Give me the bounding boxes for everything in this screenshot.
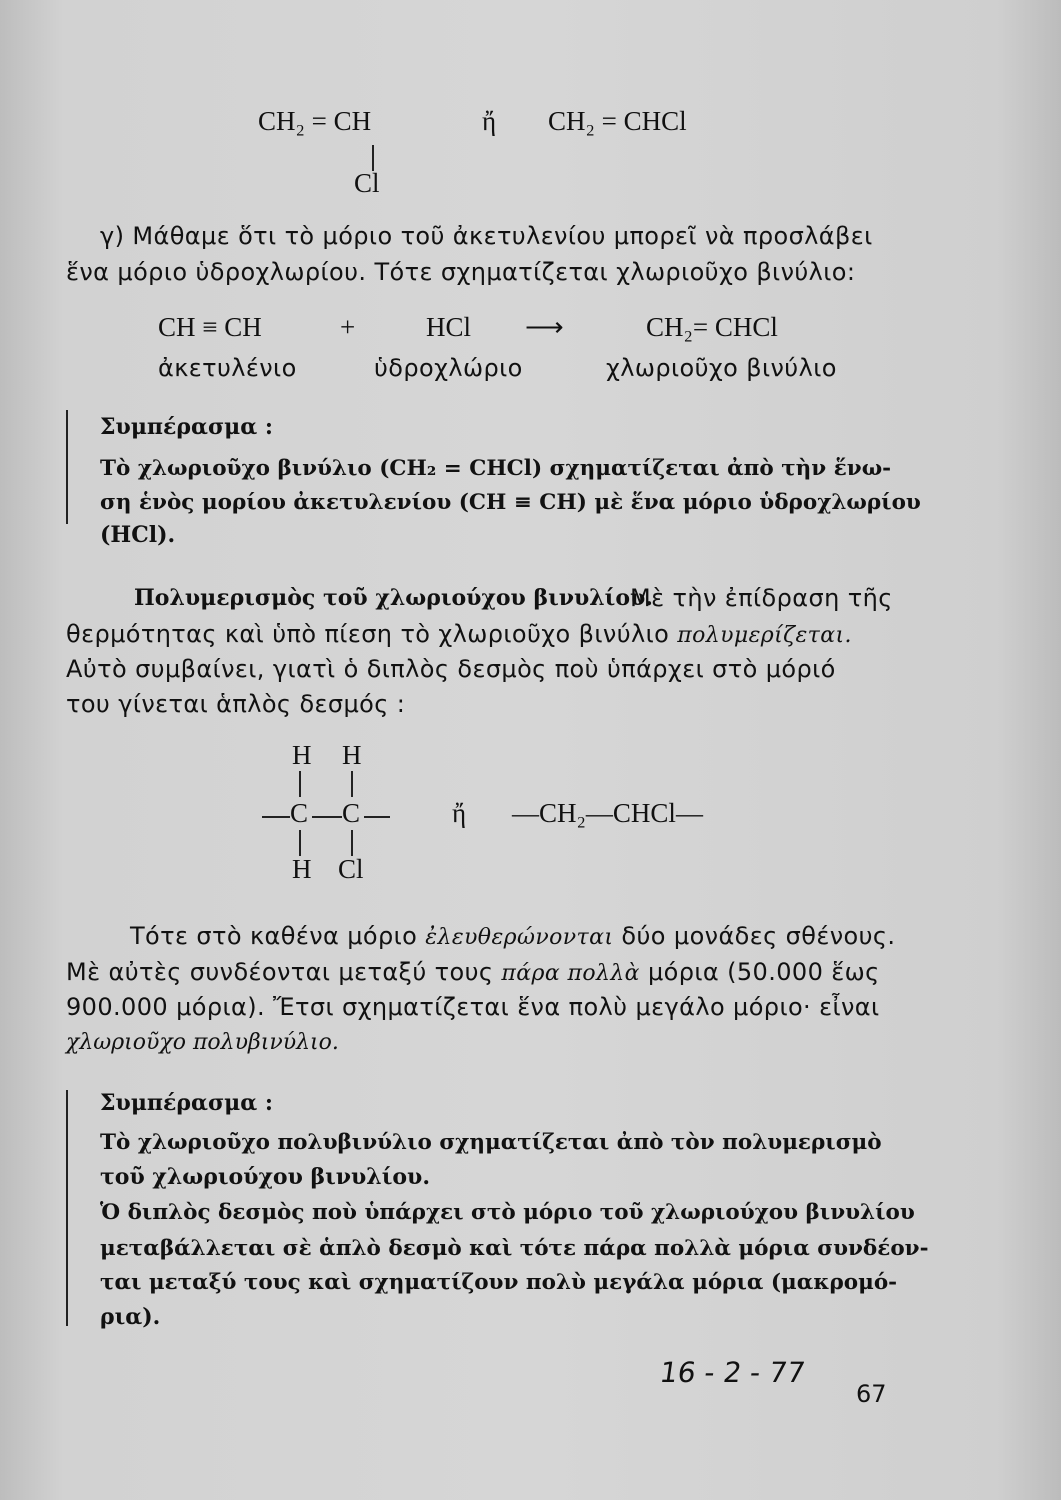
bond-c1-c2 <box>312 816 342 818</box>
then-line3: 900.000 μόρια). Ἔτσι σχηματίζεται ἕνα πολὺ μεγάλο μόριο· εἶναι <box>66 993 880 1021</box>
conclusion1-line1: Τὸ χλωριοῦχο βινύλιο (CH₂ = CHCl) σχηματίζεται ἀπὸ τὴν ἕνω- <box>100 456 892 481</box>
struct-h3: H <box>292 854 312 884</box>
bond-right-open <box>364 816 390 818</box>
reactant-hcl: HCl <box>426 312 472 342</box>
struct-h2: H <box>342 740 362 770</box>
struct-c2: C <box>342 798 361 828</box>
vinyl-chloride-formula-right: CH₂ = CHCl <box>548 106 687 136</box>
struct-or-word: ἤ <box>452 798 467 828</box>
vinyl-chloride-formula-left: CH₂ = CH <box>258 106 372 136</box>
polymer-line2: θερμότητας καὶ ὑπὸ πίεση τὸ χλωριοῦχο βινύλιο πολυμερίζεται. <box>66 620 852 648</box>
conclusion-bar <box>66 410 68 524</box>
polymer-line1: Μὲ τὴν ἐπίδραση τῆς <box>630 584 893 612</box>
struct-h1: H <box>292 740 312 770</box>
polymer-heading: Πολυμερισμὸς τοῦ χλωριούχου βινυλίου. <box>134 585 653 611</box>
then-line2: Μὲ αὐτὲς συνδέονται μεταξύ τους πάρα πολλὰ μόρια (50.000 ἕως <box>66 958 880 986</box>
conclusion1-title: Συμπέρασμα : <box>100 414 273 440</box>
conclusion2-line4: μεταβάλλεται σὲ ἁπλὸ δεσμὸ καὶ τότε πάρα πολλὰ μόρια συνδέον- <box>100 1236 929 1261</box>
bond-c2-cl <box>351 830 353 856</box>
then-line4: χλωριοῦχο πολυβινύλιο. <box>66 1030 339 1055</box>
conclusion1-line2: ση ἑνὸς μορίου ἀκετυλενίου (CH ≡ CH) μὲ ἕνα μόριο ὑδροχλωρίου <box>100 490 921 515</box>
bond-h1-c1 <box>299 771 301 797</box>
struct-chain: —CH₂—CHCl— <box>512 798 703 828</box>
polymer-line3: Αὐτὸ συμβαίνει, γιατὶ ὁ διπλὸς δεσμὸς ποὺ ὑπάρχει στὸ μόριό <box>66 655 836 683</box>
conclusion2-title: Συμπέρασμα : <box>100 1090 273 1116</box>
handwritten-date-note: 16 - 2 - 77 <box>657 1356 808 1389</box>
para-g-line1: γ) Μάθαμε ὅτι τὸ μόριο τοῦ ἀκετυλενίου μπορεῖ νὰ προσλάβει <box>100 222 873 250</box>
conclusion2-line5: ται μεταξύ τους καὶ σχηματίζουν πολὺ μεγάλα μόρια (μακρομό- <box>100 1270 898 1295</box>
bond-left-open <box>262 816 290 818</box>
conclusion2-bar <box>66 1090 68 1326</box>
label-hydrochloride: ὑδροχλώριο <box>374 354 523 382</box>
conclusion1-line3: (HCl). <box>100 522 176 548</box>
page-number: 67 <box>856 1380 887 1408</box>
para-g-line2: ἕνα μόριο ὑδροχλωρίου. Τότε σχηματίζεται χλωριοῦχο βινύλιο: <box>66 258 856 286</box>
bond-c1-h3 <box>299 830 301 856</box>
conclusion2-line2: τοῦ χλωριούχου βινυλίου. <box>100 1164 430 1190</box>
then-line1: Τότε στὸ καθένα μόριο ἐλευθερώνονται δύο μονάδες σθένους. <box>130 922 896 950</box>
polymer-line4: του γίνεται ἁπλὸς δεσμός : <box>66 690 406 718</box>
plus-sign: + <box>340 312 356 342</box>
conclusion2-line1: Τὸ χλωριοῦχο πολυβινύλιο σχηματίζεται ἀπὸ τὸν πολυμερισμὸ <box>100 1130 882 1155</box>
product-vinyl-chloride: CH₂= CHCl <box>646 312 778 342</box>
conclusion2-line6: ρια). <box>100 1304 161 1330</box>
bond-h2-c2 <box>351 771 353 797</box>
conclusion2-line3: Ὁ διπλὸς δεσμὸς ποὺ ὑπάρχει στὸ μόριο τοῦ χλωριούχου βινυλίου <box>100 1200 915 1225</box>
chlorine-branch: Cl <box>354 168 380 198</box>
struct-c1: C <box>290 798 309 828</box>
reactant-acetylene: CH ≡ CH <box>158 312 262 342</box>
reaction-arrow: ⟶ <box>525 312 564 342</box>
label-acetylene: ἀκετυλένιο <box>158 354 297 382</box>
or-word: ἤ <box>482 106 497 136</box>
label-vinyl-chloride: χλωριοῦχο βινύλιο <box>606 354 837 382</box>
struct-cl: Cl <box>338 854 364 884</box>
